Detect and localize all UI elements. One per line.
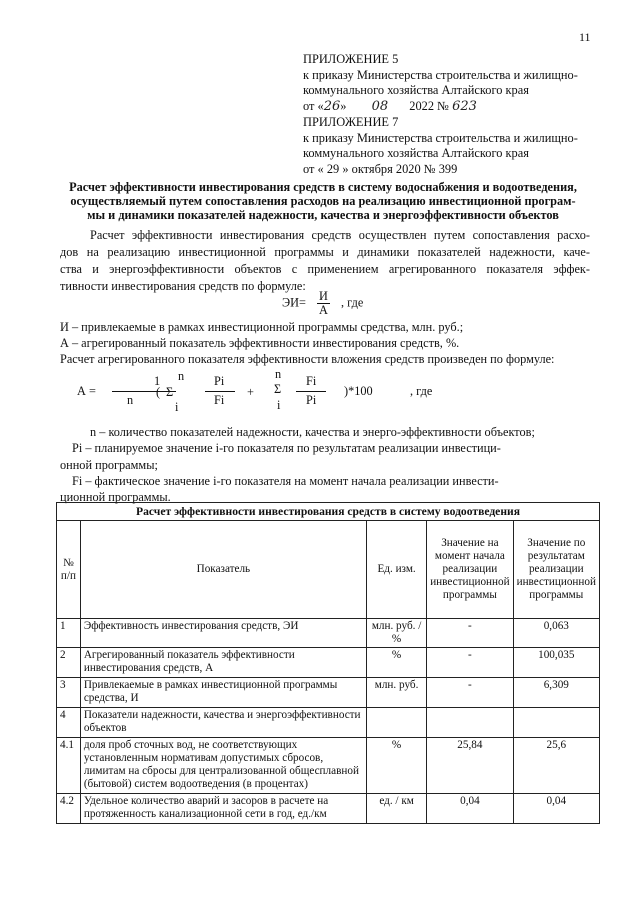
frac1-den: Fi <box>214 393 225 407</box>
formula-a-one: 1 <box>154 374 161 388</box>
table-caption: Расчет эффективности инвестирования средств в систему водоотведения <box>57 503 600 521</box>
def-a: А – агрегированный показатель эффективности инвестирования средств, %. <box>60 336 460 350</box>
intro-line2: дов на реализацию инвестиционной программы и динамики показателей надежности, каче- <box>60 245 590 259</box>
title-line1: Расчет эффективности инвестирования средств в систему водоснабжения и водоотведения, <box>69 180 577 194</box>
attachment-5 <box>303 52 578 114</box>
frac1-bar <box>205 391 235 392</box>
table-row <box>57 648 600 678</box>
row-result-value: 100,035 <box>513 648 599 678</box>
intro-line4: тивности инвестирования средств по формуле: <box>60 279 306 293</box>
sigma1-n: n <box>178 369 185 383</box>
def-i: И – привлекаемые в рамках инвестиционной программы средства, млн. руб.; <box>60 320 464 334</box>
row-number: 4.2 <box>57 794 81 824</box>
formula-a-lhs: А = <box>77 384 96 398</box>
row-result-value: 0,063 <box>513 619 599 648</box>
table-row <box>57 678 600 708</box>
efficiency-table <box>56 502 600 824</box>
row-start-value: 0,04 <box>427 794 513 824</box>
header-indicator: Показатель <box>80 521 366 619</box>
intro-line3: ства и энергоэффективности объектов с применением агрегированного показателя эффек- <box>60 262 590 276</box>
frac2-bar <box>296 391 326 392</box>
table-row <box>57 794 600 824</box>
row-result-value: 0,04 <box>513 794 599 824</box>
formula-a-n-den: n <box>127 393 134 407</box>
row-start-value: - <box>427 619 513 648</box>
document-title <box>36 180 610 222</box>
table-row <box>57 619 600 648</box>
sigma1-i: i <box>175 400 179 414</box>
header-result: Значение по результатам реализации инвестиционной программы <box>513 521 599 619</box>
sigma2-n: n <box>275 367 282 381</box>
row-start-value: - <box>427 678 513 708</box>
row-indicator: Эффективность инвестирования средств, ЭИ <box>80 619 366 648</box>
formula-ei-numerator: И <box>319 289 328 303</box>
attachment-5-date <box>303 99 578 115</box>
formula-ei-lhs: ЭИ= <box>282 295 306 310</box>
legend-p1: Pi – планируемое значение i-го показателя по результатам реализации инвестици- <box>72 441 501 455</box>
row-unit <box>366 708 426 738</box>
header-start: Значение на момент начала реализации инвестиционной программы <box>427 521 513 619</box>
row-start-value: - <box>427 648 513 678</box>
calc-text: Расчет агрегированного показателя эффективности вложения средств произведен по формуле: <box>60 352 555 366</box>
header-num: № п/п <box>57 521 81 619</box>
row-unit: % <box>366 648 426 678</box>
formula-a <box>0 365 639 415</box>
frac2-den: Pi <box>306 393 317 407</box>
legend-f2: ционной программы. <box>60 490 171 504</box>
formula-ei <box>282 290 363 317</box>
date-prefix: от « <box>303 98 324 113</box>
sigma1: Σ <box>166 385 174 399</box>
sigma2: Σ <box>274 382 282 396</box>
attachment-5-line1: к приказу Министерства строительства и жилищно- <box>303 67 578 82</box>
frac2-num: Fi <box>306 374 317 388</box>
formula-a-suffix: , где <box>410 384 433 398</box>
handwritten-day: 26 <box>323 98 341 114</box>
row-number: 4.1 <box>57 738 81 794</box>
attachment-7-line2: коммунального хозяйства Алтайского края <box>303 146 529 160</box>
row-number: 2 <box>57 648 81 678</box>
title-line3: мы и динамики показателей надежности, качества и энергоэффективности объектов <box>87 208 559 222</box>
row-indicator: Удельное количество аварий и засоров в расчете на протяженность канализационной сети в год, ед./км <box>80 794 366 824</box>
row-unit: ед. / км <box>366 794 426 824</box>
sigma2-i: i <box>277 398 281 412</box>
formula-ei-suffix: , где <box>340 295 364 310</box>
formula-a-plus: + <box>247 385 254 399</box>
frac1-num: Pi <box>214 374 225 388</box>
legend-n: n – количество показателей надежности, качества и энерго-эффективности объектов; <box>90 425 535 439</box>
row-result-value <box>513 708 599 738</box>
attachment-7 <box>303 115 578 177</box>
intro-paragraph <box>60 227 590 295</box>
year-number: 2022 № <box>409 98 449 113</box>
row-unit: млн. руб. / % <box>366 619 426 648</box>
row-start-value <box>427 708 513 738</box>
row-unit: % <box>366 738 426 794</box>
handwritten-number: 623 <box>452 98 477 114</box>
attachment-5-line2: коммунального хозяйства Алтайского края <box>303 83 529 97</box>
page-number: 11 <box>579 30 591 44</box>
row-unit: млн. руб. <box>366 678 426 708</box>
table-row <box>57 708 600 738</box>
row-result-value: 6,309 <box>513 678 599 708</box>
formula-ei-fraction <box>317 290 330 317</box>
attachment-5-title: ПРИЛОЖЕНИЕ 5 <box>303 52 399 66</box>
legend-f1: Fi – фактическое значение i-го показателя на момент начала реализации инвести- <box>72 474 499 488</box>
intro-line1: Расчет эффективности инвестирования средств осуществлен путем сопоставления расхо- <box>90 228 590 242</box>
attachment-7-line3: от « 29 » октября 2020 № 399 <box>303 161 458 176</box>
row-number: 4 <box>57 708 81 738</box>
table-row <box>57 738 600 794</box>
date-mid: » <box>340 98 347 113</box>
row-indicator: Агрегированный показатель эффективности инвестирования средств, А <box>80 648 366 678</box>
attachment-7-title: ПРИЛОЖЕНИЕ 7 <box>303 115 399 129</box>
handwritten-month: 08 <box>371 98 389 114</box>
row-indicator: Показатели надежности, качества и энергоэффективности объектов <box>80 708 366 738</box>
attachment-7-line1: к приказу Министерства строительства и жилищно- <box>303 130 578 145</box>
row-result-value: 25,6 <box>513 738 599 794</box>
formula-ei-denominator: А <box>319 303 328 317</box>
row-indicator: доля проб сточных вод, не соответствующих установленным нормативам допустимых сбросов, лимитам на сбросы для централизованной общесплавной (бытовой) систем водоотведения (в процентах) <box>80 738 366 794</box>
header-unit: Ед. изм. <box>366 521 426 619</box>
row-start-value: 25,84 <box>427 738 513 794</box>
row-number: 3 <box>57 678 81 708</box>
row-indicator: Привлекаемые в рамках инвестиционной программы средства, И <box>80 678 366 708</box>
legend-p2: онной программы; <box>60 458 158 472</box>
formula-a-close: )*100 <box>344 384 373 398</box>
formula-a-open: ( <box>156 385 161 399</box>
title-line2: осуществляемый путем сопоставления расходов на реализацию инвестиционной програм- <box>70 194 576 208</box>
row-number: 1 <box>57 619 81 648</box>
